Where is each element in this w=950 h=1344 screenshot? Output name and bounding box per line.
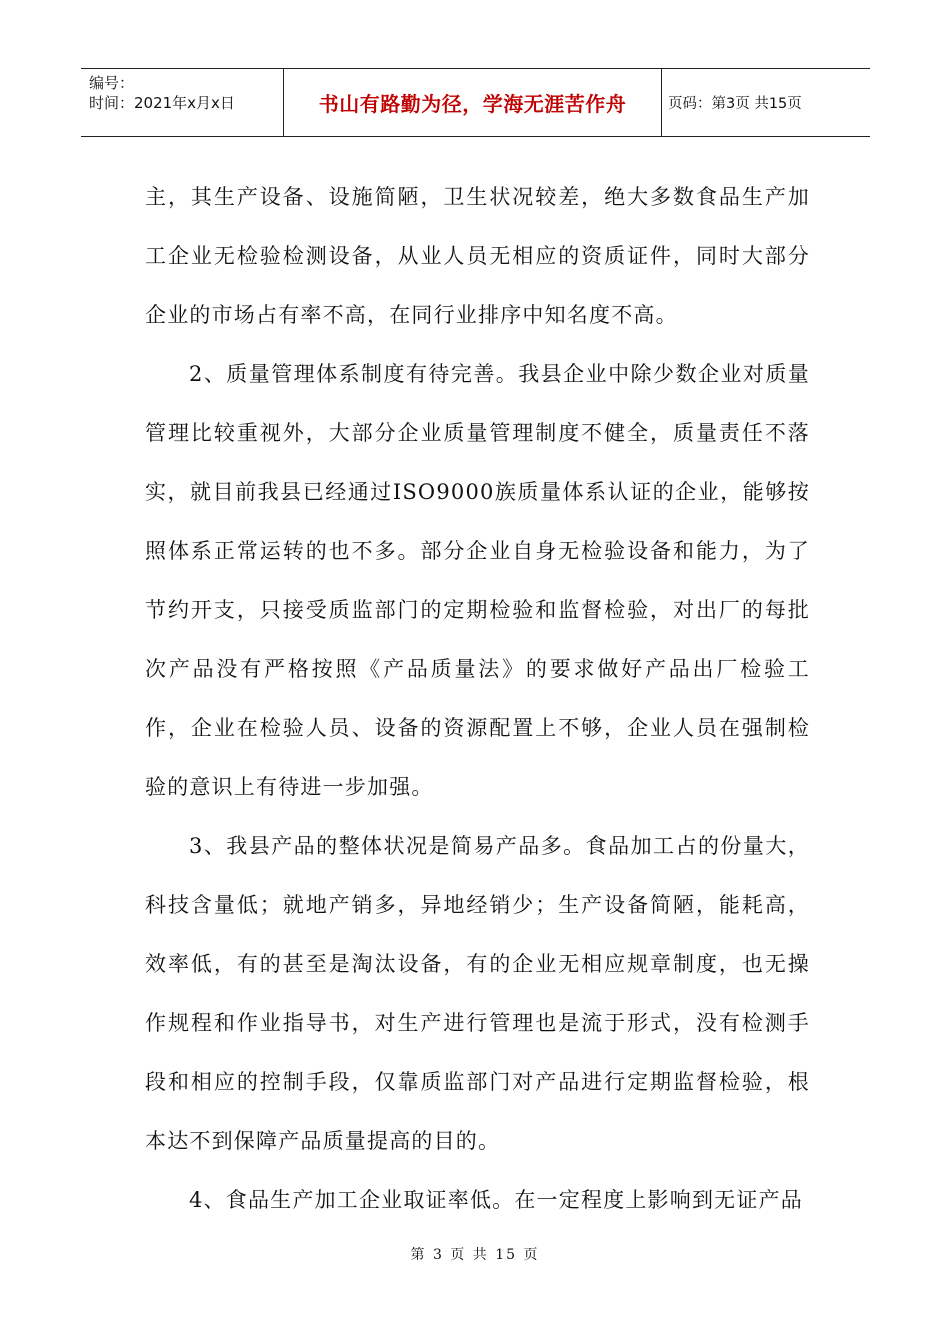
paragraph-quality-management: 2、质量管理体系制度有待完善。我县企业中除少数企业对质量管理比较重视外，大部分企业质量管理制度不健全，质量责任不落实，就目前我县已经通过ISO9000族质量体系认证的企业，能够按照体系正常运转的也不多。部分企业自身无检验设备和能力，为了节约开支，只接受质监部门的定期检验和监督检验，对出厂的每批次产品没有严格按照《产品质量法》的要求做好产品出厂检验工作，企业在检验人员、设备的资源配置上不够，企业人员在强制检验的意识上有待进一步加强。 [145,362,810,799]
paragraph-product-status: 3、我县产品的整体状况是简易产品多。食品加工占的份量大，科技含量低；就地产销多，异地经销少；生产设备简陋，能耗高，效率低，有的甚至是淘汰设备，有的企业无相应规章制度，也无操作规程和作业指导书，对生产进行管理也是流于形式，没有检测手段和相应的控制手段，仅靠质监部门对产品进行定期监督检验，根本达不到保障产品质量提高的目的。 [145,834,810,1153]
header-page-info: 页码：第3页 共15页 [668,96,802,112]
page-header [81,68,870,137]
paragraph-certification-rate: 4、食品生产加工企业取证率低。在一定程度上影响到无证产品 [189,1188,803,1212]
paragraph-continuation: 主，其生产设备、设施简陋，卫生状况较差，绝大多数食品生产加工企业无检验检测设备，从业人员无相应的资质证件，同时大部分企业的市场占有率不高，在同行业排序中知名度不高。 [145,185,810,327]
document-number-label: 编号： [89,74,135,92]
header-motto: 书山有路勤为径，学海无涯苦作舟 [284,69,662,136]
page-footer: 第 3 页 共 15 页 [410,1247,540,1263]
header-meta [81,69,284,136]
document-body [145,168,810,1230]
document-time-label: 时间：2021年x月x日 [89,94,235,112]
